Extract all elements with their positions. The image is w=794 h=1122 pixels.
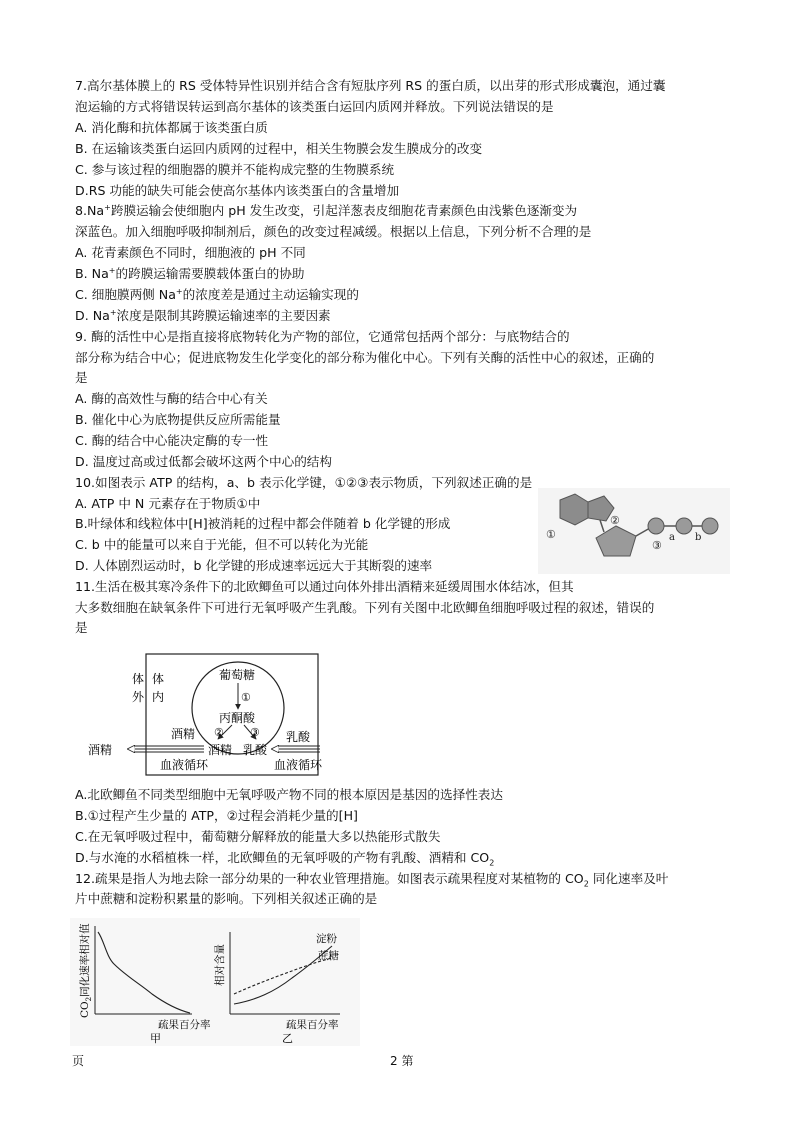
q9-option-a: A. 酶的高效性与酶的结合中心有关	[75, 391, 268, 406]
yi-name: 乙	[282, 1032, 293, 1045]
starch-label: 淀粉	[316, 933, 337, 945]
q11-option-c: C.在无氧呼吸过程中，葡萄糖分解释放的能量大多以热能形式散失	[75, 829, 441, 844]
q9-stem-line3: 是	[75, 370, 88, 385]
label-alcohol-cell: 酒精	[208, 743, 233, 757]
q7-stem-line1: 7.高尔基体膜上的 RS 受体特异性识别并结合含有短肽序列 RS 的蛋白质，以出芽的形式形成囊泡，通过囊	[75, 78, 666, 93]
label-inside-2: 内	[152, 690, 165, 704]
label-outside-1: 体	[132, 672, 145, 686]
q9-option-c: C. 酶的结合中心能决定酶的专一性	[75, 433, 269, 448]
label-pyruvate: 丙酮酸	[219, 711, 256, 725]
label-step-1: ①	[241, 691, 251, 704]
q11-option-a: A.北欧鲫鱼不同类型细胞中无氧呼吸产物不同的根本原因是基因的选择性表达	[75, 787, 503, 802]
q8-option-a: A. 花青素颜色不同时，细胞液的 pH 不同	[75, 245, 306, 260]
phosphate-3-icon	[702, 518, 718, 534]
q8-option-b: B. Na+的跨膜运输需要膜载体蛋白的协助	[75, 265, 305, 281]
q9-option-d: D. 温度过高或过低都会破坏这两个中心的结构	[75, 454, 332, 469]
q10-stem: 10.如图表示 ATP 的结构，a、b 表示化学键，①②③表示物质，下列叙述正确的是	[75, 475, 533, 490]
jia-name: 甲	[150, 1032, 161, 1045]
atp-label-1: ①	[546, 528, 556, 541]
q8-option-d: D. Na+浓度是限制其跨膜运输速率的主要因素	[75, 307, 331, 323]
phosphate-1-icon	[648, 518, 664, 534]
label-step-3: ③	[250, 726, 260, 739]
label-lactic-cell: 乳酸	[243, 743, 268, 757]
footer-left: 页	[72, 1054, 85, 1068]
q8-option-c: C. 细胞膜两侧 Na+的浓度差是通过主动运输实现的	[75, 286, 359, 302]
label-alcohol-outside: 酒精	[88, 743, 113, 757]
jia-ylabel: $CO_2$同化速率相对值	[79, 923, 93, 1018]
atp-bond-a-label: a	[669, 532, 675, 543]
atp-bond-b-label: b	[695, 532, 702, 543]
label-blood-circulation-2: 血液循环	[274, 758, 323, 772]
label-outside-2: 外	[132, 690, 145, 704]
thinning-charts-figure	[70, 918, 360, 1046]
q11-option-b: B.①过程产生少量的 ATP，②过程会消耗少量的[H]	[75, 808, 358, 823]
footer-page-number: 2 第	[390, 1054, 414, 1068]
q8-stem-line2: 深蓝色。加入细胞呼吸抑制剂后，颜色的改变过程减缓。根据以上信息，下列分析不合理的是	[75, 224, 592, 239]
q7-option-d: D.RS 功能的缺失可能会使高尔基体内该类蛋白的含量增加	[75, 183, 400, 198]
q12-stem-line1: 12.疏果是指人为地去除一部分幼果的一种农业管理措施。如图表示疏果程度对某植物的 $CO_2$ 同化速率及叶	[75, 871, 669, 889]
phosphate-2-icon	[676, 518, 692, 534]
q10-option-a: A. ATP 中 N 元素存在于物质①中	[75, 496, 261, 511]
q7-option-b: B. 在运输该类蛋白运回内质网的过程中，相关生物膜会发生膜成分的改变	[75, 141, 483, 156]
sucrose-label: 蔗糖	[318, 950, 339, 962]
q7-option-a: A. 消化酶和抗体都属于该类蛋白质	[75, 120, 268, 135]
q11-stem-line3: 是	[75, 620, 88, 635]
atp-label-3: ③	[652, 539, 662, 552]
q11-option-d: D.与水淹的水稻植株一样，北欧鲫鱼的无氧呼吸的产物有乳酸、酒精和 $CO_2$	[75, 850, 495, 868]
q11-stem-line1: 11.生活在极其寒冷条件下的北欧鲫鱼可以通过向体外排出酒精来延缓周围水体结冰，但其	[75, 579, 574, 594]
label-alcohol-inside: 酒精	[171, 727, 196, 741]
q11-stem-line2: 大多数细胞在缺氧条件下可进行无氧呼吸产生乳酸。下列有关图中北欧鲫鱼细胞呼吸过程的叙述，错误的	[75, 600, 655, 615]
q9-option-b: B. 催化中心为底物提供反应所需能量	[75, 412, 281, 427]
yi-xlabel: 疏果百分率	[286, 1019, 339, 1031]
q9-stem-line2: 部分称为结合中心；促进底物发生化学变化的部分称为催化中心。下列有关酶的活性中心的叙述，正确的	[75, 350, 655, 365]
q8-stem-line1: 8.Na+跨膜运输会使细胞内 pH 发生改变，引起洋葱表皮细胞花青素颜色由浅紫色逐渐变为	[75, 202, 578, 218]
q12-stem-line2: 片中蔗糖和淀粉积累量的影响。下列相关叙述正确的是	[75, 891, 378, 906]
q10-option-c: C. b 中的能量可以来自于光能，但不可以转化为光能	[75, 537, 369, 552]
label-blood-circulation-1: 血液循环	[160, 758, 209, 772]
atp-structure-figure	[538, 488, 730, 574]
atp-label-2: ②	[610, 514, 620, 527]
label-inside-1: 体	[152, 672, 165, 686]
fish-respiration-figure	[80, 645, 340, 779]
q7-stem-line2: 泡运输的方式将错误转运到高尔基体的该类蛋白运回内质网并释放。下列说法错误的是	[75, 99, 554, 114]
q7-option-c: C. 参与该过程的细胞器的膜并不能构成完整的生物膜系统	[75, 162, 395, 177]
label-step-2: ②	[214, 726, 224, 739]
q9-stem-line1: 9. 酶的活性中心是指直接将底物转化为产物的部位，它通常包括两个部分：与底物结合的	[75, 329, 570, 344]
q10-option-d: D. 人体剧烈运动时，b 化学键的形成速率远远大于其断裂的速率	[75, 558, 433, 573]
label-glucose: 葡萄糖	[219, 668, 256, 682]
q10-option-b: B.叶绿体和线粒体中[H]被消耗的过程中都会伴随着 b 化学键的形成	[75, 516, 451, 531]
jia-xlabel: 疏果百分率	[158, 1019, 211, 1031]
yi-ylabel: 相对含量	[214, 944, 226, 986]
label-lactic-right: 乳酸	[286, 730, 311, 744]
